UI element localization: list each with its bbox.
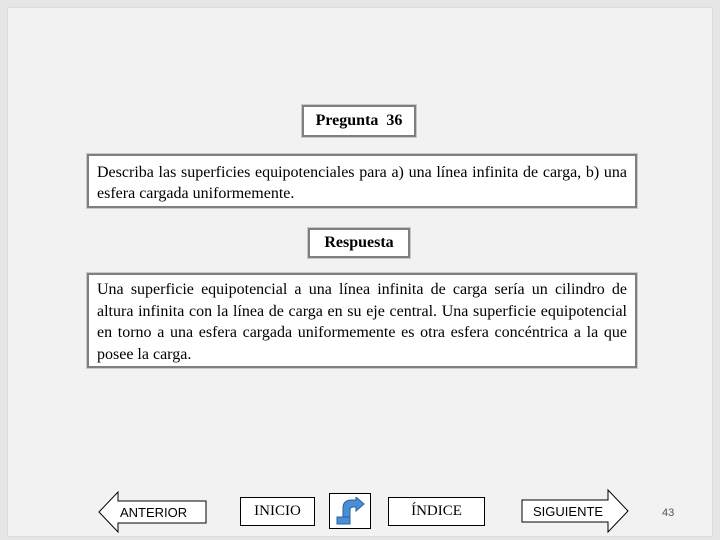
index-button[interactable] — [388, 497, 485, 526]
home-button-label: INICIO — [254, 503, 301, 519]
home-button[interactable] — [240, 497, 315, 526]
index-button-label: ÍNDICE — [411, 503, 462, 519]
prev-button-label: ANTERIOR — [120, 505, 188, 520]
return-button[interactable] — [329, 493, 371, 529]
question-text-box — [87, 154, 637, 208]
next-button[interactable] — [520, 488, 630, 534]
page-number: 43 — [662, 507, 675, 519]
question-text: Describa las superficies equipotenciales para a) una línea infinita de carga, b) una esfera cargada uniformemente. — [97, 164, 627, 202]
answer-text-box — [87, 273, 637, 368]
slide — [8, 8, 712, 536]
question-title-text: Pregunta 36 — [315, 112, 403, 129]
return-arrow-icon — [335, 497, 365, 525]
answer-title-text: Respuesta — [324, 234, 394, 251]
next-button-label: SIGUIENTE — [533, 504, 604, 519]
answer-text: Una superficie equipotencial a una línea infinita de carga sería un cilindro de altura infinita con la línea de carga en su eje central. Una superficie equipotencial en torno a una esfera cargada uniformemente es otra esfera concéntrica a la que posee la carga. — [97, 281, 627, 363]
question-title — [302, 105, 416, 137]
prev-button[interactable] — [98, 490, 208, 534]
answer-title — [308, 228, 410, 258]
